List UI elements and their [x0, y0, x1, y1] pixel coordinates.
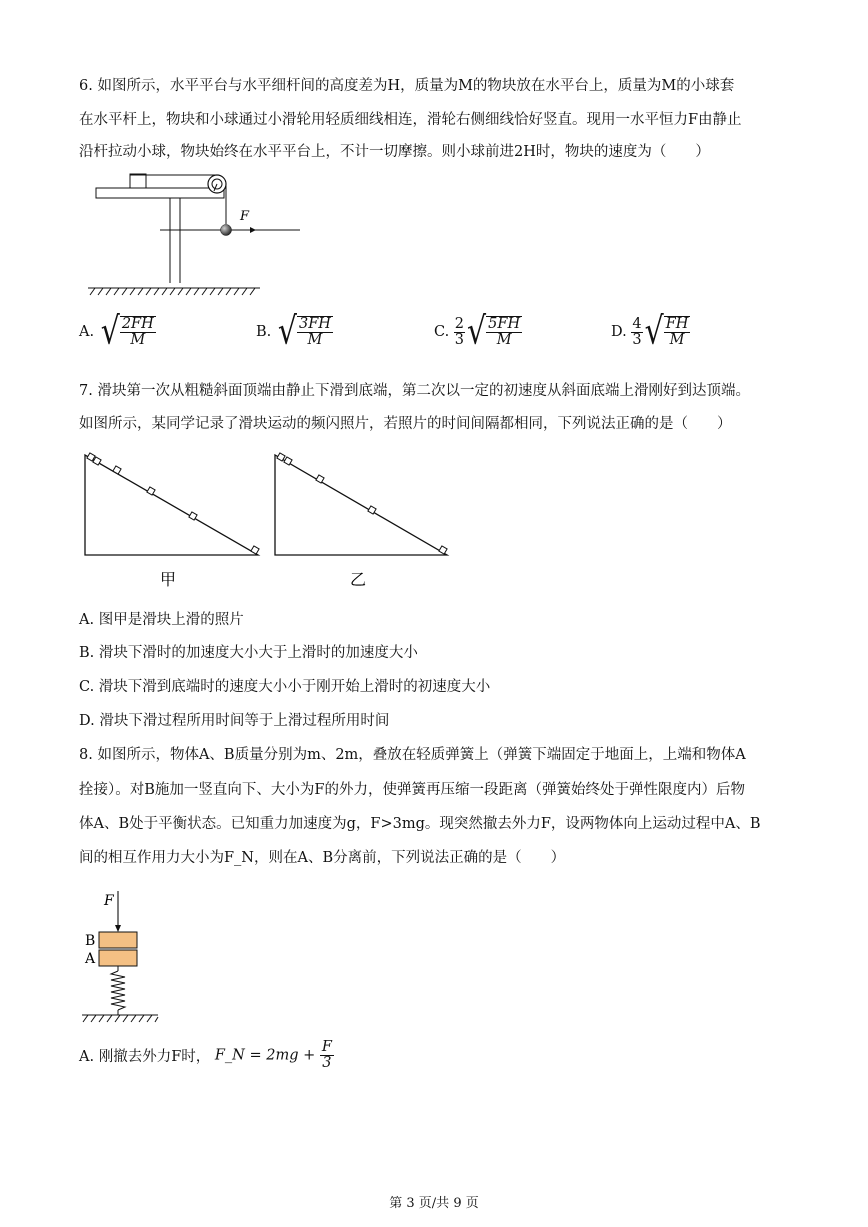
q7-figure: [80, 450, 460, 595]
q6-label-F: F: [240, 209, 250, 224]
q6-ball: [221, 225, 232, 236]
q6-figure: [80, 168, 310, 296]
q6-block: [130, 174, 146, 188]
q8-figure: [80, 885, 170, 1025]
q6-line-2: 在水平杆上，物块和小球通过小滑轮用轻质细线相连，滑轮右侧细线恰好竖直。现用一水平恒力F由静止: [79, 112, 742, 128]
q8-line-3: 体A、B处于平衡状态。已知重力加速度为g，F>3mg。现突然撤去外力F，设两物体向上运动过程中A、B: [79, 816, 761, 832]
page-footer: 第 3 页/共 9 页: [389, 1196, 479, 1211]
q7-label-jia: 甲: [160, 570, 177, 589]
q8-block-b: [99, 932, 137, 948]
q8-line-1: 8. 如图所示，物体A、B质量分别为m、2m，叠放在轻质弹簧上（弹簧下端固定于地面上，上端和物体A: [79, 747, 746, 763]
q7-incline-right: [275, 455, 447, 555]
q7-label-yi: 乙: [350, 570, 367, 589]
q8-line-4: 间的相互作用力大小为F_N，则在A、B分离前，下列说法正确的是（ ）: [79, 850, 566, 866]
q6-option-c[interactable]: C. $\frac{2}{3}$ √ $\frac{5FH}{M}$: [434, 309, 521, 354]
q8-block-a: [99, 950, 137, 966]
q8-label-A: A: [85, 951, 96, 967]
q8-spring: [111, 966, 125, 1015]
q7-option-a[interactable]: A. 图甲是滑块上滑的照片: [79, 612, 244, 628]
q6-line-1: 6. 如图所示，水平平台与水平细杆间的高度差为H，质量为M的物块放在水平台上，质量为M的小球套: [79, 78, 735, 94]
q6-line-3: 沿杆拉动小球，物块始终在水平平台上，不计一切摩擦。则小球前进2H时，物块的速度为（ ）: [79, 144, 710, 160]
q7-line-2: 如图所示，某同学记录了滑块运动的频闪照片，若照片的时间间隔都相同，下列说法正确的是（ ）: [79, 416, 732, 432]
q6-option-d[interactable]: D. $\frac{4}{3}$ √ $\frac{FH}{M}$: [611, 309, 689, 354]
q7-option-d[interactable]: D. 滑块下滑过程所用时间等于上滑过程所用时间: [79, 713, 390, 729]
q8-line-2: 拴接）。对B施加一竖直向下、大小为F的外力，使弹簧再压缩一段距离（弹簧始终处于弹性限度内）后物: [79, 782, 745, 798]
q8-label-F: F: [104, 893, 114, 909]
q6-option-a[interactable]: A. √ $\frac{2FH}{M}$: [79, 309, 154, 354]
q8-label-B: B: [85, 933, 96, 949]
q7-option-c[interactable]: C. 滑块下滑到底端时的速度大小小于刚开始上滑时的初速度大小: [79, 679, 491, 695]
q7-option-b[interactable]: B. 滑块下滑时的加速度大小大于上滑时的加速度大小: [79, 645, 418, 661]
q7-incline-left: [85, 455, 258, 555]
q7-line-1: 7. 滑块第一次从粗糙斜面顶端由静止下滑到底端，第二次以一定的初速度从斜面底端上滑刚好到达顶端。: [79, 383, 750, 399]
q6-platform: [96, 188, 224, 198]
q8-option-a[interactable]: A. 刚撤去外力F时， F_N = 2mg + $\frac{F}{3}$: [79, 1039, 332, 1072]
q6-option-b[interactable]: B. √ $\frac{3FH}{M}$: [256, 309, 331, 354]
